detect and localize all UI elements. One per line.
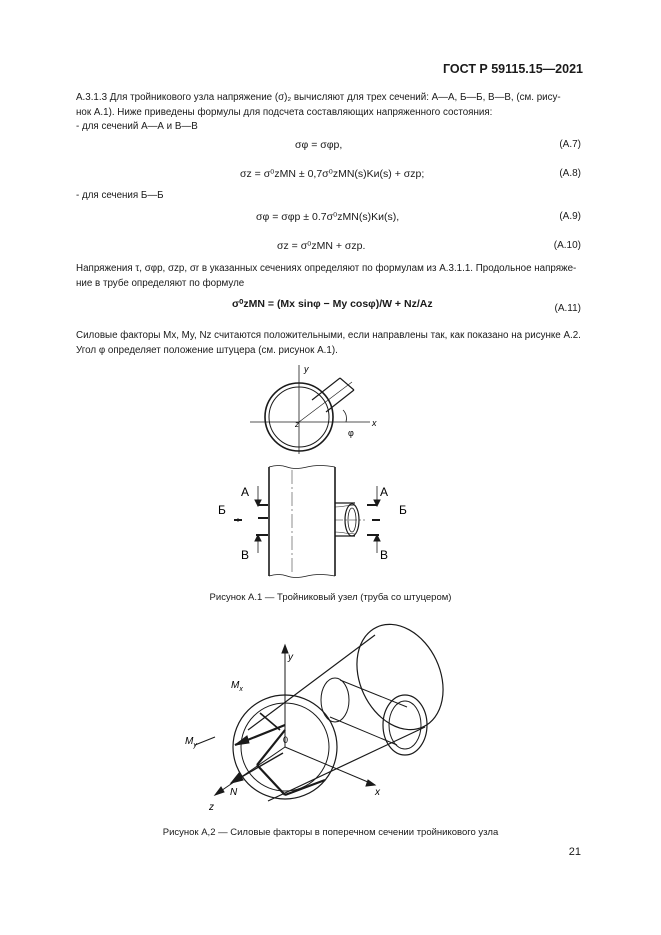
intro-line-2: нок А.1). Ниже приведены формулы для подсчета составляющих напряженного состояния: [76,106,493,118]
force-factors-line-2: Угол φ определяет положение штуцера (см. рисунок А.1). [76,344,338,356]
stresses-line-1: Напряжения τ, σφр, σzр, σr в указанных сечениях определяют по формулам из А.3.1.1. Продольное напряже- [76,263,577,274]
equation-number-a11: (А.11) [554,303,581,314]
list-item-section-b: - для сечения Б—Б [76,190,164,201]
paragraph-intro [76,91,582,135]
equation-number-a7: (А.7) [559,139,581,150]
force-factors-line-1: Силовые факторы Mx, My, Nz считаются положительными, если направлены так, как показано на рисунке А.2. [76,330,581,341]
fig2-y-label: y [288,652,293,663]
fig2-my-symbol: M [185,736,194,747]
stresses-line-2: ние в трубе определяют по формуле [76,277,245,289]
fig1-z-label: z [295,420,299,429]
equation-a8 [240,168,424,180]
fig2-mx-symbol: M [231,680,240,691]
intro-line-1: А.3.1.3 Для тройникового узла напряжение (σ)₂ вычисляют для трех сечений: А—А, Б—Б, В—В, (см. рису- [76,92,561,103]
fig1-section-b-left: Б [218,503,226,517]
paragraph-stresses [76,262,582,291]
fig2-mx-subscript: x [239,686,243,693]
equation-text: σz = σ⁰zMN + σzр. [277,240,366,252]
fig2-my-label [185,736,197,749]
fig1-section-v-right: В [380,548,389,562]
standard-header: ГОСТ Р 59115.15—2021 [442,62,583,76]
fig1-section-a-right: А [380,485,389,499]
figure-force-factors [175,615,465,815]
figure1-caption: Рисунок А.1 — Тройниковый узел (труба со штуцером) [209,592,452,603]
fig2-z-label: z [209,802,214,813]
fig2-x-label: x [375,787,380,798]
fig1-section-a-left: А [241,485,250,499]
equation-text: σ⁰zMN = (Mx sinφ − My cosφ)/W + Nz/Az [232,298,433,310]
list-item-sections-a-v: - для сечений А—А и В—В [76,121,198,132]
fig2-origin-label: 0 [283,735,289,745]
equation-text: σφ = σφр ± 0.7σ⁰zMN(s)Kи(s), [256,211,400,223]
figure2-caption: Рисунок А,2 — Силовые факторы в поперечном сечении тройникового узла [162,827,499,838]
equation-text: σz = σ⁰zMN ± 0,7σ⁰zMN(s)Kи(s) + σzр; [240,168,425,180]
paragraph-force-factors [76,329,582,358]
fig1-section-v-left: В [241,548,250,562]
equation-a11 [232,298,433,310]
figure-tee-junction [200,360,460,585]
fig2-mx-label [231,680,243,693]
equation-number-a9: (А.9) [559,211,581,222]
equation-text: σφ = σφр, [295,139,343,151]
equation-number-a8: (А.8) [559,168,581,179]
fig2-my-subscript: y [193,742,197,749]
fig1-y-label: y [304,364,309,374]
fig1-x-label: x [372,418,377,428]
page-number: 21 [568,846,581,858]
fig1-section-b-right: Б [399,503,407,517]
equation-a7 [295,139,342,151]
equation-a10 [277,240,365,252]
fig2-n-label: N [230,787,238,798]
equation-a9 [256,211,399,223]
fig1-phi-label: φ [348,428,354,438]
equation-number-a10: (А.10) [553,240,581,251]
